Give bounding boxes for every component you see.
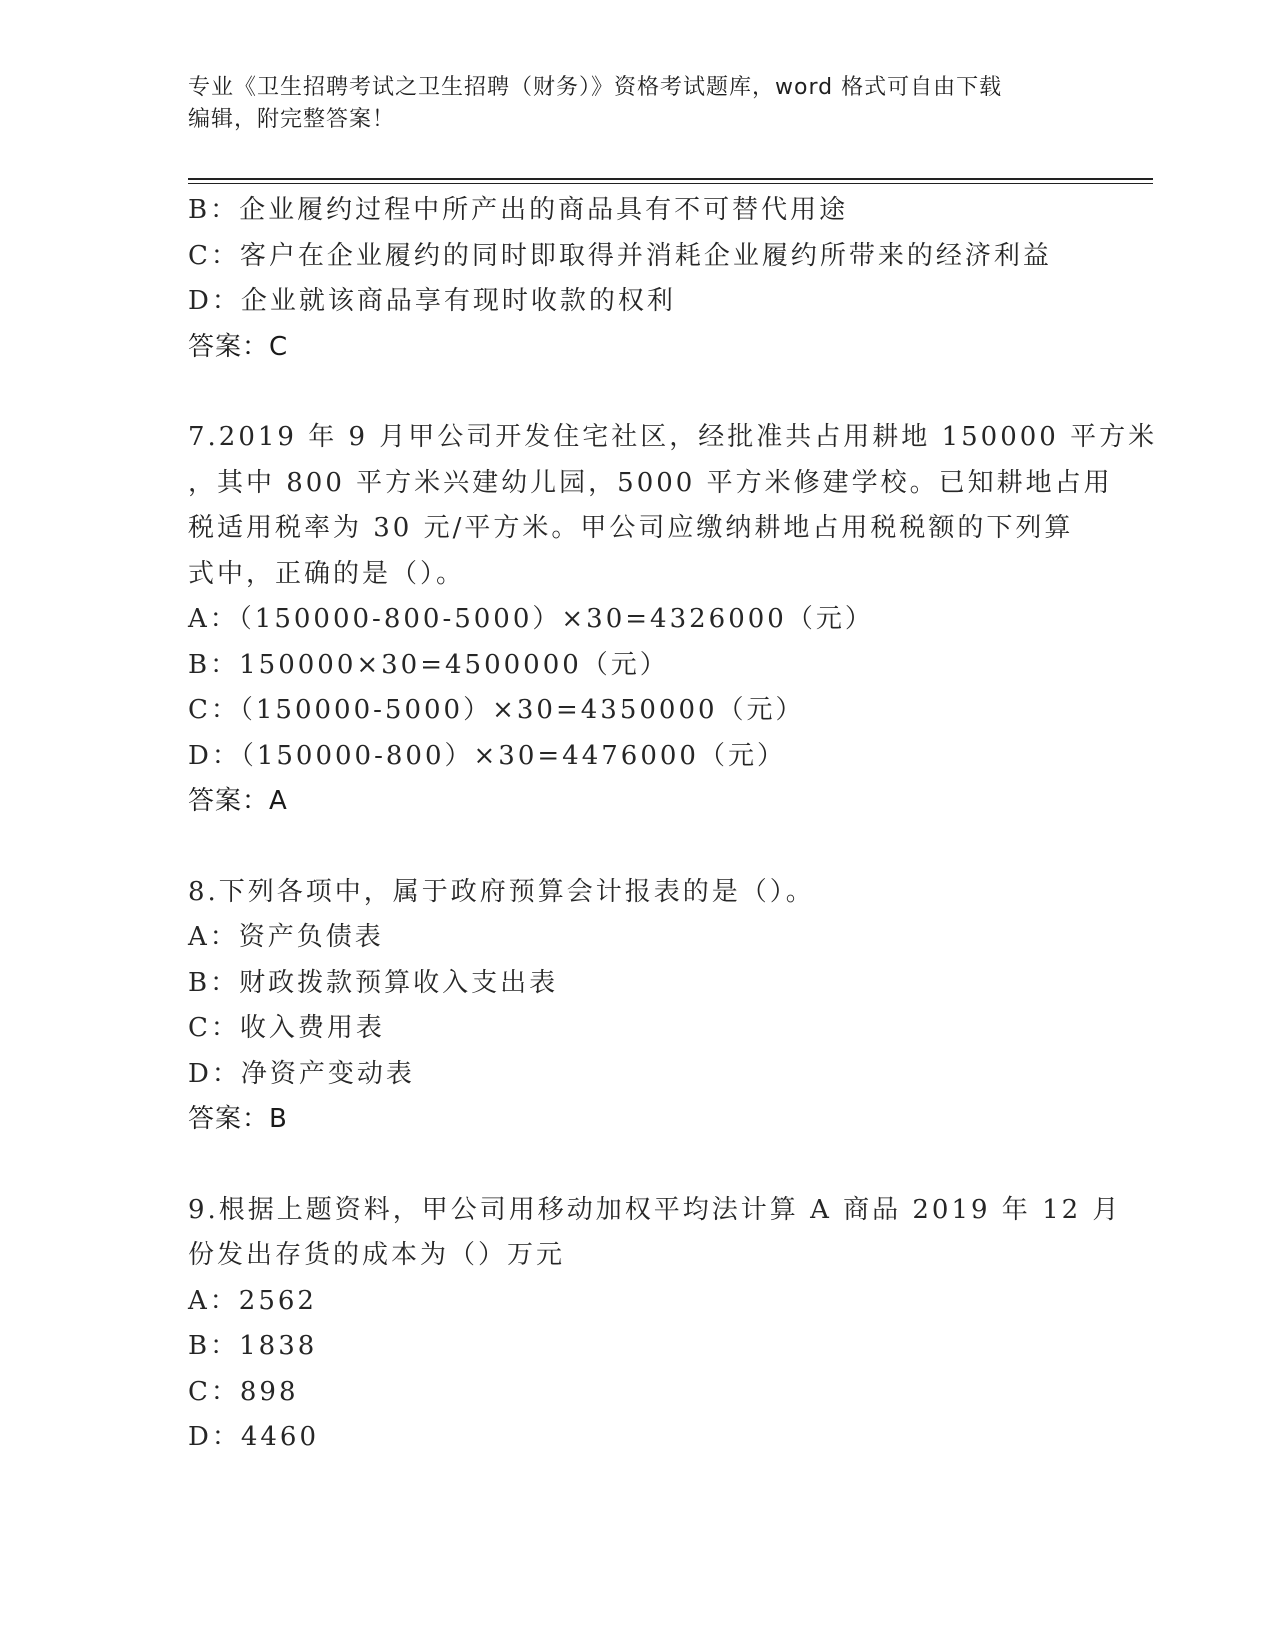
option-c: C：收入费用表 — [188, 1013, 385, 1043]
option-a: A：（150000-800-5000）×30=4326000（元） — [188, 604, 874, 634]
option-b: B：150000×30=4500000（元） — [188, 649, 669, 680]
option-c: C：（150000-5000）×30=4350000（元） — [188, 695, 805, 725]
question-6 — [188, 188, 1088, 370]
option-d: D：企业就该商品享有现时收款的权利 — [188, 286, 676, 316]
question-8 — [188, 870, 1088, 1143]
question-9 — [188, 1188, 1122, 1461]
question-stem-line: 8.下列各项中，属于政府预算会计报表的是（）。 — [188, 876, 815, 907]
option-c: C：客户在企业履约的同时即取得并消耗企业履约所带来的经济利益 — [188, 240, 1052, 271]
question-stem-line: ，其中 800 平方米兴建幼儿园，5000 平方米修建学校。已知耕地占用 — [188, 467, 1113, 498]
answer: 答案：B — [188, 1104, 288, 1134]
spacer — [188, 825, 1088, 870]
header-line-2: 编辑，附完整答案！ — [188, 107, 396, 132]
header-divider-thin — [188, 183, 1153, 184]
option-b: B：企业履约过程中所产出的商品具有不可替代用途 — [188, 195, 849, 225]
answer: 答案：C — [188, 331, 289, 362]
question-stem-line: 9.根据上题资料，甲公司用移动加权平均法计算 A 商品 2019 年 12 月 — [188, 1194, 1122, 1225]
question-content — [188, 188, 1158, 1461]
option-b: B：1838 — [188, 1331, 318, 1361]
header-line-1: 专业《卫生招聘考试之卫生招聘（财务）》资格考试题库，word 格式可自由下载 — [188, 75, 1003, 100]
question-stem-line: 税适用税率为 30 元/平方米。甲公司应缴纳耕地占用税税额的下列算 — [188, 513, 1074, 543]
answer: 答案：A — [188, 786, 288, 816]
option-d: D：（150000-800）×30=4476000（元） — [188, 740, 786, 771]
option-d: D：4460 — [188, 1422, 320, 1452]
spacer — [188, 1143, 1088, 1188]
header-divider-thick — [188, 178, 1153, 180]
spacer — [188, 370, 1088, 415]
question-7 — [188, 415, 1158, 825]
option-a: A：资产负债表 — [188, 922, 384, 952]
option-a: A：2562 — [188, 1285, 317, 1316]
document-header — [188, 72, 1088, 136]
question-stem-line: 式中，正确的是（）。 — [188, 558, 466, 589]
option-c: C：898 — [188, 1376, 299, 1407]
question-stem-line: 7.2019 年 9 月甲公司开发住宅社区，经批准共占用耕地 150000 平方米 — [188, 422, 1158, 452]
option-b: B：财政拨款预算收入支出表 — [188, 967, 559, 998]
option-d: D：净资产变动表 — [188, 1058, 415, 1089]
question-stem-line: 份发出存货的成本为（）万元 — [188, 1240, 566, 1270]
